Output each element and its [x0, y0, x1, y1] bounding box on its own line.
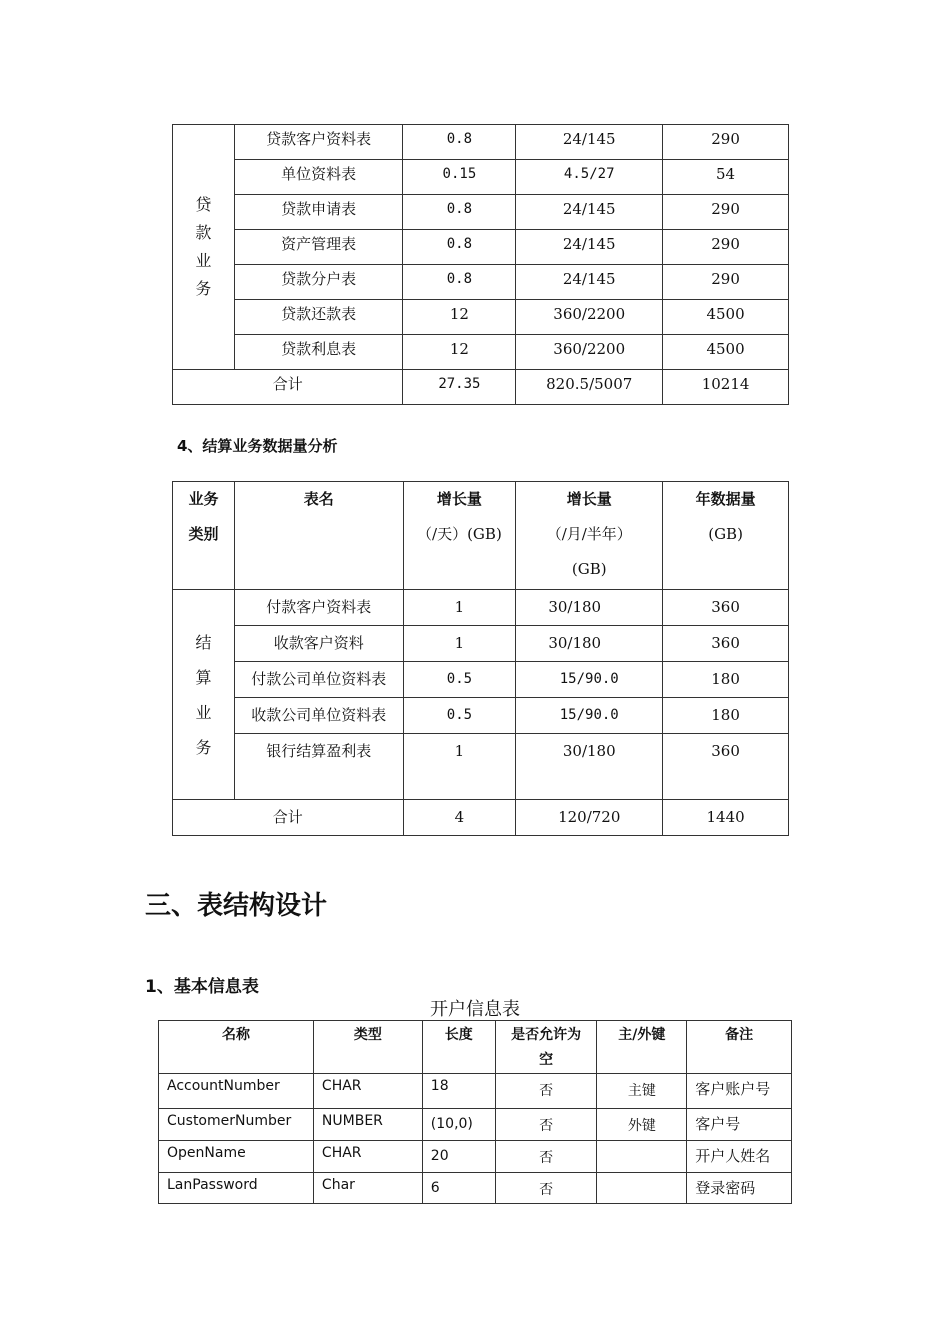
annual-cell: 54: [663, 160, 789, 195]
field-nullable: 否: [495, 1109, 597, 1141]
growth-cell: 15/90.0: [516, 662, 663, 698]
daily-cell: 0.15: [403, 160, 516, 195]
field-key: [597, 1141, 687, 1173]
table-name-cell: 收款公司单位资料表: [234, 698, 403, 734]
annual-cell: 360: [663, 734, 789, 800]
field-nullable: 否: [495, 1141, 597, 1173]
table-name-cell: 贷款客户资料表: [234, 125, 403, 160]
loan-data-table: [172, 124, 789, 405]
settlement-data-table: [172, 481, 789, 836]
table-name-cell: 收款客户资料: [234, 626, 403, 662]
field-length: (10,0): [422, 1109, 495, 1141]
total-label: 合计: [173, 800, 404, 836]
total-growth: 820.5/5007: [516, 370, 663, 405]
daily-cell: 0.8: [403, 265, 516, 300]
subsection1-title: 1、基本信息表: [145, 977, 259, 997]
total-annual: 10214: [663, 370, 789, 405]
table-row: [173, 626, 789, 662]
header-row: [159, 1021, 792, 1074]
growth-cell: 24/145: [516, 230, 663, 265]
field-type: Char: [313, 1173, 422, 1204]
account-table-caption: 开户信息表: [430, 999, 520, 1020]
daily-cell: 1: [403, 590, 516, 626]
table-row: [173, 335, 789, 370]
table-row: [159, 1141, 792, 1173]
field-nullable: 否: [495, 1074, 597, 1109]
table-row: [173, 265, 789, 300]
growth-cell: 24/145: [516, 265, 663, 300]
growth-cell: 30/180: [516, 734, 663, 800]
total-annual: 1440: [663, 800, 789, 836]
table-name-cell: 银行结算盈利表: [234, 734, 403, 800]
header-remark: 备注: [687, 1021, 792, 1074]
annual-cell: 290: [663, 125, 789, 160]
annual-cell: 290: [663, 265, 789, 300]
growth-cell: 30/180: [516, 590, 663, 626]
field-nullable: 否: [495, 1173, 597, 1204]
daily-cell: 0.8: [403, 230, 516, 265]
section4-title: 4、结算业务数据量分析: [177, 437, 338, 455]
table-row: [173, 195, 789, 230]
annual-cell: 290: [663, 230, 789, 265]
field-type: CHAR: [313, 1141, 422, 1173]
field-remark: 开户人姓名: [687, 1141, 792, 1173]
field-key: 外键: [597, 1109, 687, 1141]
field-type: CHAR: [313, 1074, 422, 1109]
header-key: 主/外键: [597, 1021, 687, 1074]
field-name: CustomerNumber: [159, 1109, 314, 1141]
field-name: OpenName: [159, 1141, 314, 1173]
table-name-cell: 付款公司单位资料表: [234, 662, 403, 698]
field-length: 6: [422, 1173, 495, 1204]
growth-cell: 360/2200: [516, 335, 663, 370]
table-row: [173, 300, 789, 335]
annual-cell: 290: [663, 195, 789, 230]
daily-cell: 0.5: [403, 698, 516, 734]
table-name-cell: 贷款分户表: [234, 265, 403, 300]
annual-cell: 360: [663, 626, 789, 662]
table-name-cell: 资产管理表: [234, 230, 403, 265]
table-row: [173, 698, 789, 734]
header-daily: 增长量 （/天）(GB): [403, 482, 516, 590]
growth-cell: 24/145: [516, 195, 663, 230]
table-name-cell: 付款客户资料表: [234, 590, 403, 626]
annual-cell: 180: [663, 662, 789, 698]
growth-cell: 360/2200: [516, 300, 663, 335]
growth-cell: 15/90.0: [516, 698, 663, 734]
header-type: 类型: [313, 1021, 422, 1074]
field-remark: 客户账户号: [687, 1074, 792, 1109]
table-row: [159, 1074, 792, 1109]
table-row: [173, 160, 789, 195]
daily-cell: 1: [403, 626, 516, 662]
table-name-cell: 贷款申请表: [234, 195, 403, 230]
total-row: [173, 800, 789, 836]
table-name-cell: 贷款还款表: [234, 300, 403, 335]
field-key: 主键: [597, 1074, 687, 1109]
field-name: AccountNumber: [159, 1074, 314, 1109]
table-row: [159, 1109, 792, 1141]
section3-title: 三、表结构设计: [145, 891, 328, 921]
header-name: 名称: [159, 1021, 314, 1074]
annual-cell: 4500: [663, 300, 789, 335]
header-row: [173, 482, 789, 590]
daily-cell: 0.8: [403, 195, 516, 230]
table-row: [173, 230, 789, 265]
field-length: 18: [422, 1074, 495, 1109]
total-row: [173, 370, 789, 405]
header-category: 业务 类别: [173, 482, 235, 590]
header-annual: 年数据量 (GB): [663, 482, 789, 590]
group-label: 贷 款 业 务: [173, 125, 235, 370]
group-label: 结 算 业 务: [173, 590, 235, 800]
annual-cell: 4500: [663, 335, 789, 370]
field-type: NUMBER: [313, 1109, 422, 1141]
field-remark: 登录密码: [687, 1173, 792, 1204]
table-row: [173, 662, 789, 698]
field-name: LanPassword: [159, 1173, 314, 1204]
annual-cell: 180: [663, 698, 789, 734]
table-name-cell: 单位资料表: [234, 160, 403, 195]
field-key: [597, 1173, 687, 1204]
header-growth: 增长量 （/月/半年） (GB): [516, 482, 663, 590]
total-daily: 4: [403, 800, 516, 836]
growth-cell: 24/145: [516, 125, 663, 160]
table-row: [173, 125, 789, 160]
total-growth: 120/720: [516, 800, 663, 836]
table-row: [159, 1173, 792, 1204]
table-row: [173, 590, 789, 626]
account-info-table: [158, 1020, 792, 1204]
total-label: 合计: [173, 370, 403, 405]
annual-cell: 360: [663, 590, 789, 626]
growth-cell: 30/180: [516, 626, 663, 662]
daily-cell: 12: [403, 335, 516, 370]
header-nullable: 是否允许为 空: [495, 1021, 597, 1074]
total-daily: 27.35: [403, 370, 516, 405]
table-name-cell: 贷款利息表: [234, 335, 403, 370]
daily-cell: 0.8: [403, 125, 516, 160]
table-row: [173, 734, 789, 800]
daily-cell: 0.5: [403, 662, 516, 698]
field-remark: 客户号: [687, 1109, 792, 1141]
field-length: 20: [422, 1141, 495, 1173]
header-name: 表名: [234, 482, 403, 590]
daily-cell: 12: [403, 300, 516, 335]
header-length: 长度: [422, 1021, 495, 1074]
daily-cell: 1: [403, 734, 516, 800]
growth-cell: 4.5/27: [516, 160, 663, 195]
